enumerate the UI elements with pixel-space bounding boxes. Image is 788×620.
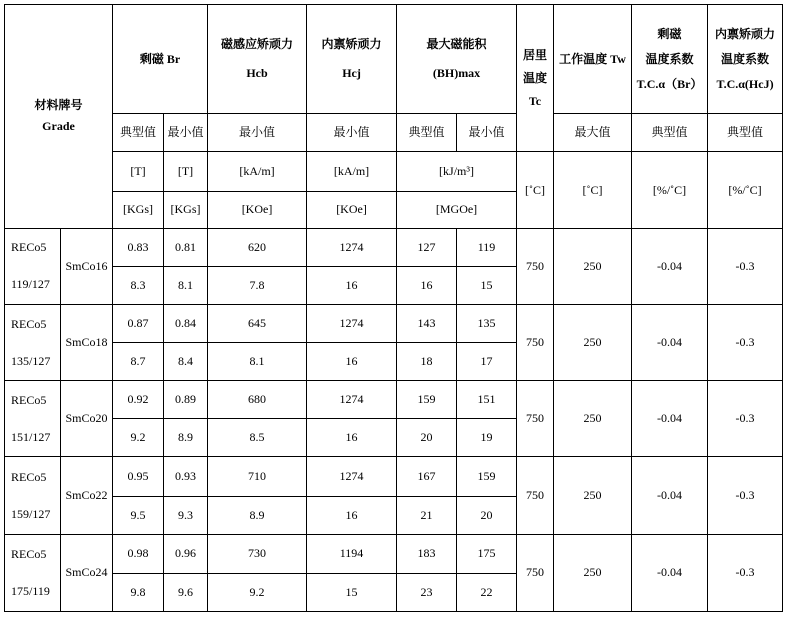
grade-family: RECo5 — [11, 392, 47, 407]
hcj-unit-cgs: [KOe] — [307, 191, 397, 228]
grade-family: RECo5 — [11, 240, 47, 255]
tchcj-header-1: 内禀矫顽力 — [715, 26, 776, 41]
grade-header-cn: 材料牌号 — [34, 98, 83, 113]
grade-name: SmCo18 — [61, 304, 113, 380]
tcbr-header — [632, 5, 708, 114]
bh-typ-value-cgs: 18 — [397, 343, 457, 381]
hcb-value-cgs: 7.8 — [208, 266, 307, 304]
br-unit-cgs-typ: [KGs] — [113, 191, 164, 228]
hcj-value: 1274 — [307, 381, 397, 419]
tc-header — [517, 5, 554, 152]
bh-min-value-cgs: 15 — [457, 266, 517, 304]
tc-value: 750 — [517, 534, 554, 611]
hcb-value: 645 — [208, 304, 307, 342]
tw-header: 工作温度 Tw — [554, 5, 632, 114]
bh-min-value-cgs: 19 — [457, 419, 517, 457]
bh-min-value: 135 — [457, 304, 517, 342]
br-typ-value-cgs: 8.7 — [113, 343, 164, 381]
tchcj-value: -0.3 — [708, 534, 783, 611]
br-typ-value-cgs: 9.5 — [113, 496, 164, 534]
bh-typ-value-cgs: 20 — [397, 419, 457, 457]
grade-ratio: 151/127 — [11, 429, 51, 444]
br-typ-value: 0.98 — [113, 534, 164, 573]
bh-min-value-cgs: 17 — [457, 343, 517, 381]
bh-min-value: 175 — [457, 534, 517, 573]
grade-family: RECo5 — [11, 316, 47, 331]
hcb-value: 620 — [208, 228, 307, 266]
table-row — [5, 534, 783, 573]
hcj-header — [307, 5, 397, 114]
tchcj-value: -0.3 — [708, 457, 783, 534]
hcb-unit-si: [kA/m] — [208, 152, 307, 191]
br-min-value: 0.96 — [164, 534, 208, 573]
br-typical-label: 典型值 — [113, 114, 164, 152]
bh-unit-si: [kJ/m³] — [397, 152, 517, 191]
br-min-value-cgs: 8.1 — [164, 266, 208, 304]
br-min-value: 0.84 — [164, 304, 208, 342]
grade-code — [5, 304, 61, 380]
tw-value: 250 — [554, 534, 632, 611]
tchcj-header-3: T.C.α(HcJ) — [716, 76, 774, 91]
table-row — [5, 304, 783, 342]
br-min-value: 0.93 — [164, 457, 208, 496]
tchcj-value: -0.3 — [708, 381, 783, 457]
hcb-value-cgs: 9.2 — [208, 573, 307, 611]
br-typ-value: 0.87 — [113, 304, 164, 342]
bh-min-value-cgs: 20 — [457, 496, 517, 534]
tc-value: 750 — [517, 228, 554, 304]
bh-min-value: 151 — [457, 381, 517, 419]
bh-typ-value-cgs: 16 — [397, 266, 457, 304]
table-row — [5, 228, 783, 266]
grade-ratio: 159/127 — [11, 506, 51, 521]
bh-typical-label: 典型值 — [397, 114, 457, 152]
table-row — [5, 381, 783, 419]
bh-min-value: 159 — [457, 457, 517, 496]
grade-code — [5, 457, 61, 534]
hcb-minimum-label: 最小值 — [208, 114, 307, 152]
br-min-value-cgs: 9.3 — [164, 496, 208, 534]
br-minimum-label: 最小值 — [164, 114, 208, 152]
bh-header — [397, 5, 517, 114]
hcj-value: 1274 — [307, 457, 397, 496]
hcb-header — [208, 5, 307, 114]
hcj-value-cgs: 16 — [307, 496, 397, 534]
br-typ-value-cgs: 9.8 — [113, 573, 164, 611]
br-header: 剩磁 Br — [113, 5, 208, 114]
bh-minimum-label: 最小值 — [457, 114, 517, 152]
grade-code — [5, 228, 61, 304]
tc-header-3: Tc — [528, 93, 542, 108]
tc-value: 750 — [517, 304, 554, 380]
tw-value: 250 — [554, 304, 632, 380]
bh-typ-value: 167 — [397, 457, 457, 496]
tw-unit: [˚C] — [554, 152, 632, 228]
br-min-value-cgs: 8.4 — [164, 343, 208, 381]
tw-value: 250 — [554, 381, 632, 457]
tcbr-value: -0.04 — [632, 381, 708, 457]
tchcj-unit: [%/˚C] — [708, 152, 783, 228]
tw-value: 250 — [554, 457, 632, 534]
grade-family: RECo5 — [11, 469, 47, 484]
tcbr-value: -0.04 — [632, 534, 708, 611]
bh-unit-cgs: [MGOe] — [397, 191, 517, 228]
magnet-spec-table — [4, 4, 783, 612]
hcb-unit-cgs: [KOe] — [208, 191, 307, 228]
br-typ-value-cgs: 8.3 — [113, 266, 164, 304]
hcb-value: 710 — [208, 457, 307, 496]
grade-name: SmCo16 — [61, 228, 113, 304]
tc-header-2: 温度 — [523, 70, 548, 85]
br-unit-si-min: [T] — [164, 152, 208, 191]
bh-header-en: (BH)max — [432, 66, 481, 81]
br-min-value-cgs: 9.6 — [164, 573, 208, 611]
hcb-value: 730 — [208, 534, 307, 573]
tcbr-header-3: T.C.α（Br） — [636, 76, 703, 91]
bh-typ-value-cgs: 21 — [397, 496, 457, 534]
br-min-value: 0.89 — [164, 381, 208, 419]
bh-min-value-cgs: 22 — [457, 573, 517, 611]
tcbr-header-2: 温度系数 — [645, 51, 694, 66]
br-min-value: 0.81 — [164, 228, 208, 266]
tcbr-typical-label: 典型值 — [632, 114, 708, 152]
br-typ-value-cgs: 9.2 — [113, 419, 164, 457]
tchcj-header-2: 温度系数 — [721, 51, 770, 66]
grade-code — [5, 534, 61, 611]
table-row — [5, 457, 783, 496]
br-typ-value: 0.92 — [113, 381, 164, 419]
tc-value: 750 — [517, 457, 554, 534]
grade-ratio: 135/127 — [11, 353, 51, 368]
tw-value: 250 — [554, 228, 632, 304]
tc-header-1: 居里 — [523, 47, 548, 62]
grade-ratio: 119/127 — [11, 277, 50, 292]
hcj-minimum-label: 最小值 — [307, 114, 397, 152]
grade-family: RECo5 — [11, 546, 47, 561]
tw-maximum-label: 最大值 — [554, 114, 632, 152]
tc-unit: [˚C] — [517, 152, 554, 228]
hcj-value-cgs: 16 — [307, 419, 397, 457]
grade-header — [5, 5, 113, 229]
bh-typ-value: 183 — [397, 534, 457, 573]
tcbr-header-1: 剩磁 — [657, 26, 682, 41]
hcb-value-cgs: 8.5 — [208, 419, 307, 457]
tcbr-value: -0.04 — [632, 304, 708, 380]
hcb-value: 680 — [208, 381, 307, 419]
tcbr-unit: [%/˚C] — [632, 152, 708, 228]
hcj-unit-si: [kA/m] — [307, 152, 397, 191]
grade-ratio: 175/119 — [11, 583, 50, 598]
hcj-header-cn: 内禀矫顽力 — [321, 37, 382, 52]
hcb-header-en: Hcb — [246, 66, 268, 81]
tchcj-header — [708, 5, 783, 114]
hcj-value-cgs: 15 — [307, 573, 397, 611]
tchcj-value: -0.3 — [708, 304, 783, 380]
br-unit-cgs-min: [KGs] — [164, 191, 208, 228]
bh-typ-value: 159 — [397, 381, 457, 419]
grade-name: SmCo20 — [61, 381, 113, 457]
br-unit-si-typ: [T] — [113, 152, 164, 191]
grade-name: SmCo24 — [61, 534, 113, 611]
hcb-header-cn: 磁感应矫顽力 — [221, 37, 294, 52]
hcj-value: 1274 — [307, 228, 397, 266]
hcj-value-cgs: 16 — [307, 266, 397, 304]
br-typ-value: 0.95 — [113, 457, 164, 496]
tchcj-value: -0.3 — [708, 228, 783, 304]
grade-name: SmCo22 — [61, 457, 113, 534]
tcbr-value: -0.04 — [632, 228, 708, 304]
hcb-value-cgs: 8.1 — [208, 343, 307, 381]
grade-code — [5, 381, 61, 457]
tc-value: 750 — [517, 381, 554, 457]
bh-typ-value: 127 — [397, 228, 457, 266]
bh-min-value: 119 — [457, 228, 517, 266]
hcj-value: 1194 — [307, 534, 397, 573]
br-min-value-cgs: 8.9 — [164, 419, 208, 457]
bh-typ-value: 143 — [397, 304, 457, 342]
grade-header-en: Grade — [42, 119, 75, 134]
br-typ-value: 0.83 — [113, 228, 164, 266]
hcb-value-cgs: 8.9 — [208, 496, 307, 534]
tchcj-typical-label: 典型值 — [708, 114, 783, 152]
tcbr-value: -0.04 — [632, 457, 708, 534]
hcj-value: 1274 — [307, 304, 397, 342]
hcj-value-cgs: 16 — [307, 343, 397, 381]
bh-typ-value-cgs: 23 — [397, 573, 457, 611]
bh-header-cn: 最大磁能积 — [426, 37, 487, 52]
hcj-header-en: Hcj — [342, 66, 361, 81]
